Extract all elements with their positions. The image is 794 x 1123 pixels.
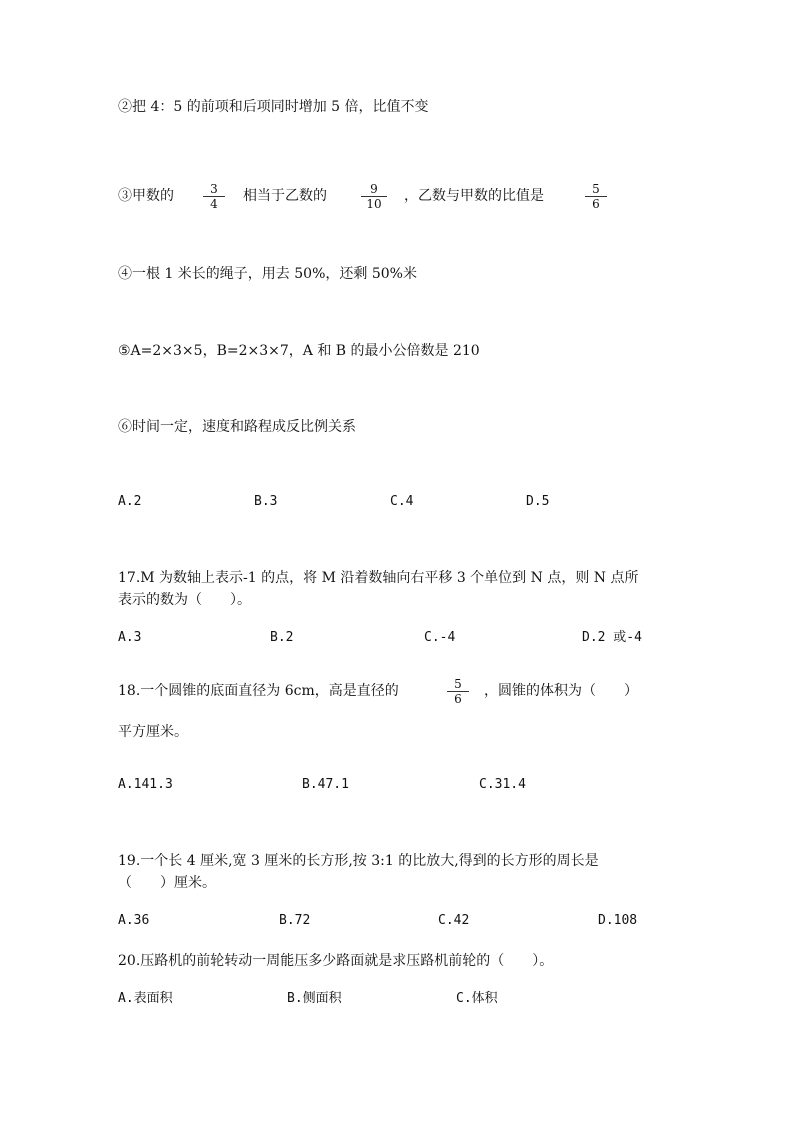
q19-option-d[interactable]: D.108 — [598, 913, 638, 928]
q20-option-b[interactable]: B.侧面积 — [287, 991, 342, 1006]
statement-3-part-a: ③甲数的 — [118, 188, 174, 204]
fraction-numerator: 5 — [447, 677, 469, 692]
q20-option-c[interactable]: C.体积 — [456, 991, 498, 1006]
q16-option-d[interactable]: D.5 — [526, 494, 550, 509]
q19-option-a[interactable]: A.36 — [118, 913, 150, 928]
fraction-numerator: 3 — [203, 182, 225, 197]
statement-5: ⑤A=2×3×5，B=2×3×7，A 和 B 的最小公倍数是 210 — [118, 343, 480, 359]
q18-option-b[interactable]: B.47.1 — [302, 777, 349, 792]
q19-stem-line1: 19.一个长 4 厘米,宽 3 厘米的长方形,按 3:1 的比放大,得到的长方形的周长是 — [118, 853, 599, 869]
q20-stem: 20.压路机的前轮转动一周能压多少路面就是求压路机前轮的（ ）。 — [118, 953, 554, 969]
fraction-9-10 — [363, 182, 385, 211]
q18-option-a[interactable]: A.141.3 — [118, 777, 173, 792]
fraction-numerator: 5 — [585, 182, 607, 197]
fraction-5-6-q18 — [449, 677, 467, 706]
q17-option-d[interactable]: D.2 或-4 — [582, 630, 642, 645]
q17-option-c[interactable]: C.-4 — [424, 630, 456, 645]
statement-4: ④一根 1 米长的绳子，用去 50%，还剩 50%米 — [118, 266, 417, 282]
q17-option-a[interactable]: A.3 — [118, 630, 142, 645]
q19-stem-line2: （ ）厘米。 — [118, 875, 216, 891]
fraction-denominator: 6 — [454, 692, 462, 706]
q18-stem-line2: 平方厘米。 — [118, 724, 188, 740]
q18-stem-part-a: 18.一个圆锥的底面直径为 6cm，高是直径的 — [118, 683, 399, 699]
q17-stem-line1: 17.M 为数轴上表示-1 的点，将 M 沿着数轴向右平移 3 个单位到 N 点，则 N 点所 — [118, 570, 639, 586]
q19-option-b[interactable]: B.72 — [279, 913, 311, 928]
q16-option-c[interactable]: C.4 — [390, 494, 414, 509]
q17-option-b[interactable]: B.2 — [270, 630, 294, 645]
statement-2: ②把 4：5 的前项和后项同时增加 5 倍，比值不变 — [118, 99, 429, 115]
statement-3-part-c: ，乙数与甲数的比值是 — [404, 188, 544, 204]
fraction-5-6 — [587, 182, 605, 211]
q16-option-a[interactable]: A.2 — [118, 494, 142, 509]
q16-option-b[interactable]: B.3 — [254, 494, 278, 509]
q18-stem-part-b: ，圆锥的体积为（ ） — [484, 683, 638, 699]
fraction-denominator: 6 — [592, 197, 600, 211]
statement-3-part-b: 相当于乙数的 — [243, 188, 327, 204]
q20-option-a[interactable]: A.表面积 — [118, 991, 173, 1006]
fraction-3-4 — [205, 182, 223, 211]
q17-stem-line2: 表示的数为（ ）。 — [118, 592, 251, 608]
fraction-denominator: 10 — [366, 197, 382, 211]
q18-option-c[interactable]: C.31.4 — [479, 777, 526, 792]
fraction-denominator: 4 — [210, 197, 218, 211]
fraction-numerator: 9 — [361, 182, 387, 197]
statement-6: ⑥时间一定，速度和路程成反比例关系 — [118, 419, 356, 435]
q19-option-c[interactable]: C.42 — [438, 913, 470, 928]
